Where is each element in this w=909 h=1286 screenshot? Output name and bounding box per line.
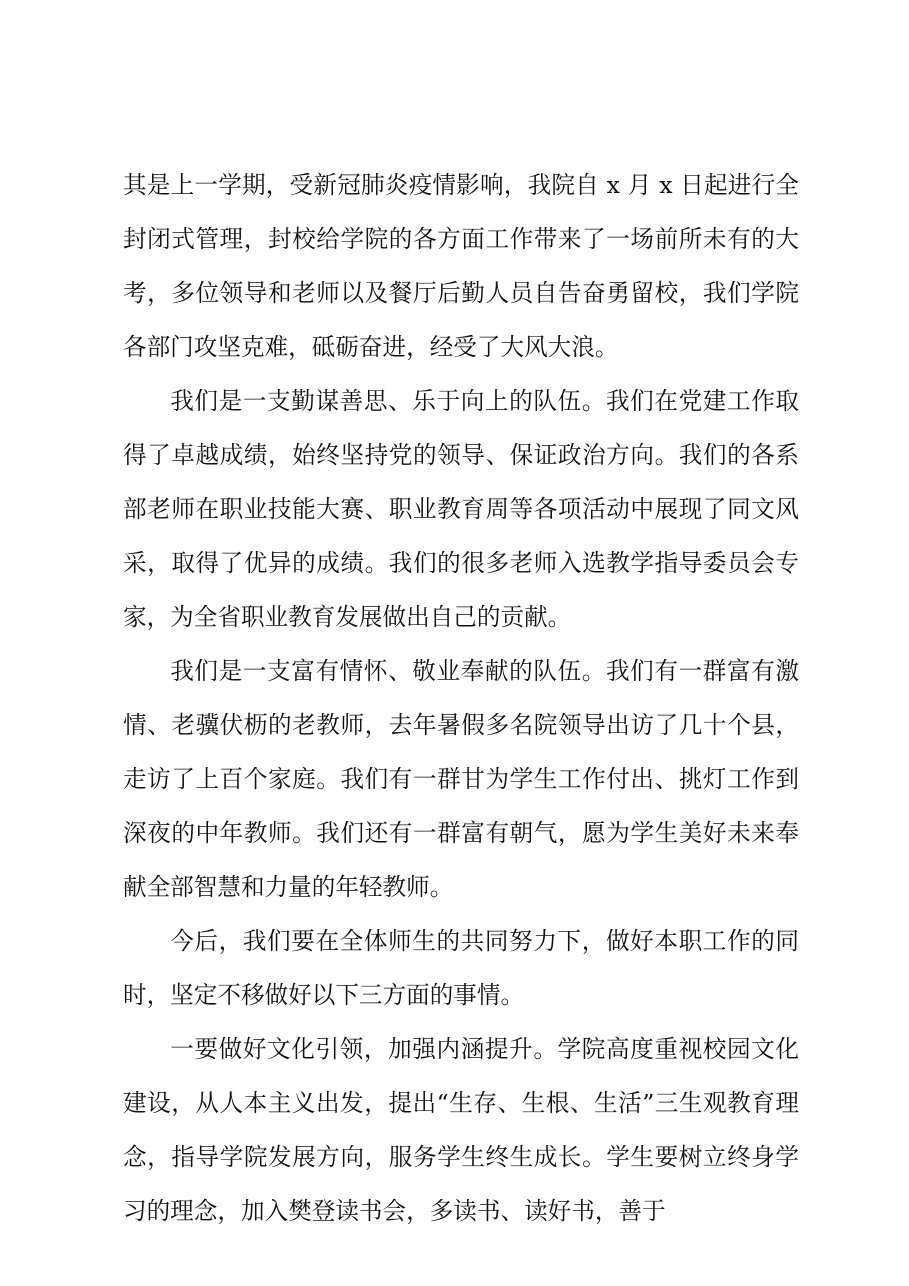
- paragraph-4: 今后，我们要在全体师生的共同努力下，做好本职工作的同时，坚定不移做好以下三方面的事情。: [123, 927, 799, 1009]
- document-body: [123, 158, 799, 1238]
- paragraph-5: 一要做好文化引领，加强内涵提升。学院高度重视校园文化建设，从人本主义出发，提出“生存、生根、生活”三生观教育理念，指导学院发展方向，服务学生终生成长。学生要树立终身学习的理念，加入樊登读书会，多读书、读好书，善于: [123, 1035, 799, 1225]
- paragraph-3: 我们是一支富有情怀、敬业奉献的队伍。我们有一群富有激情、老骥伏枥的老教师，去年暑假多名院领导出访了几十个县，走访了上百个家庭。我们有一群甘为学生工作付出、挑灯工作到深夜的中年教师。我们还有一群富有朝气，愿为学生美好未来奉献全部智慧和力量的年轻教师。: [123, 657, 799, 901]
- paragraph-1: 其是上一学期，受新冠肺炎疫情影响，我院自 x 月 x 日起进行全封闭式管理，封校给学院的各方面工作带来了一场前所未有的大考，多位领导和老师以及餐厅后勤人员自告奋勇留校，我们学院各部门攻坚克难，砥砺奋进，经受了大风大浪。: [123, 171, 799, 361]
- paragraph-2: 我们是一支勤谋善思、乐于向上的队伍。我们在党建工作取得了卓越成绩，始终坚持党的领导、保证政治方向。我们的各系部老师在职业技能大赛、职业教育周等各项活动中展现了同文风采，取得了优异的成绩。我们的很多老师入选教学指导委员会专家，为全省职业教育发展做出自己的贡献。: [123, 387, 799, 631]
